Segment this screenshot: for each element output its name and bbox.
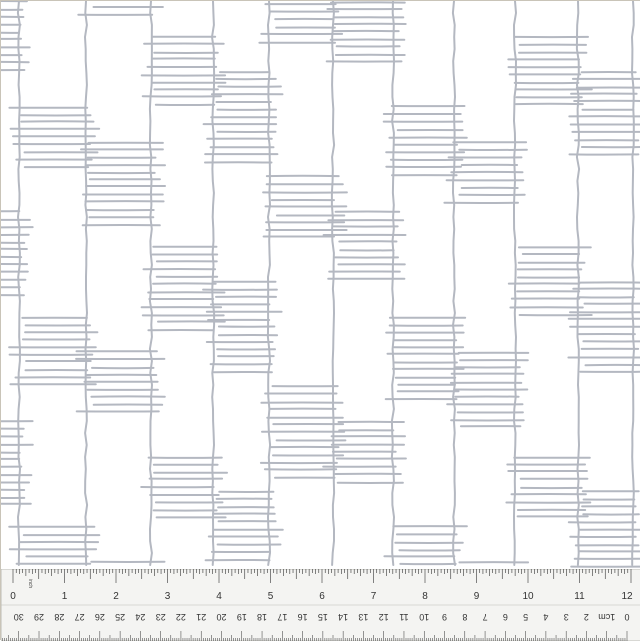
inch-label: 11	[574, 591, 585, 602]
cm-label: 15	[318, 612, 328, 622]
inch-label: 12	[621, 591, 633, 602]
cm-label: 23	[156, 612, 166, 622]
measuring-ruler	[1, 569, 640, 641]
fabric-pattern	[1, 1, 640, 569]
inch-label: 2	[113, 591, 119, 602]
cm-label: 11	[399, 612, 408, 622]
cm-label: 0	[624, 612, 629, 622]
cm-label: 4	[543, 612, 548, 622]
cm-label: 27	[75, 612, 85, 622]
inch-label: 6	[319, 591, 325, 602]
cm-label: 1cm	[598, 612, 615, 622]
inch-label: 7	[371, 591, 377, 602]
cm-label: 21	[196, 612, 206, 622]
cm-label: 26	[95, 612, 105, 622]
cm-label: 9	[442, 612, 447, 622]
cm-label: 16	[298, 612, 308, 622]
cm-label: 18	[257, 612, 267, 622]
cm-label: 25	[115, 612, 125, 622]
cm-label: 19	[237, 612, 247, 622]
cm-label: 17	[277, 612, 287, 622]
inch-label: 4	[216, 591, 222, 602]
cm-label: 7	[483, 612, 488, 622]
cm-label: 2	[584, 612, 589, 622]
inch-unit-label: inch	[27, 579, 33, 588]
cm-label: 6	[503, 612, 508, 622]
cm-label: 13	[358, 612, 368, 622]
cm-label: 30	[14, 612, 24, 622]
inch-label: 0	[10, 591, 16, 602]
cm-label: 29	[34, 612, 44, 622]
cm-label: 22	[176, 612, 186, 622]
cm-label: 24	[135, 612, 145, 622]
cm-label: 20	[216, 612, 226, 622]
inch-label: 10	[522, 591, 534, 602]
inch-label: 8	[422, 591, 428, 602]
cm-label: 5	[523, 612, 528, 622]
inch-label: 1	[62, 591, 68, 602]
cm-label: 8	[462, 612, 467, 622]
cm-label: 28	[54, 612, 64, 622]
cm-label: 14	[338, 612, 348, 622]
cm-label: 3	[564, 612, 569, 622]
inch-label: 5	[268, 591, 274, 602]
cm-label: 10	[419, 612, 429, 622]
cm-label: 12	[379, 612, 389, 622]
inch-label: 9	[474, 591, 480, 602]
inch-label: 3	[165, 591, 171, 602]
